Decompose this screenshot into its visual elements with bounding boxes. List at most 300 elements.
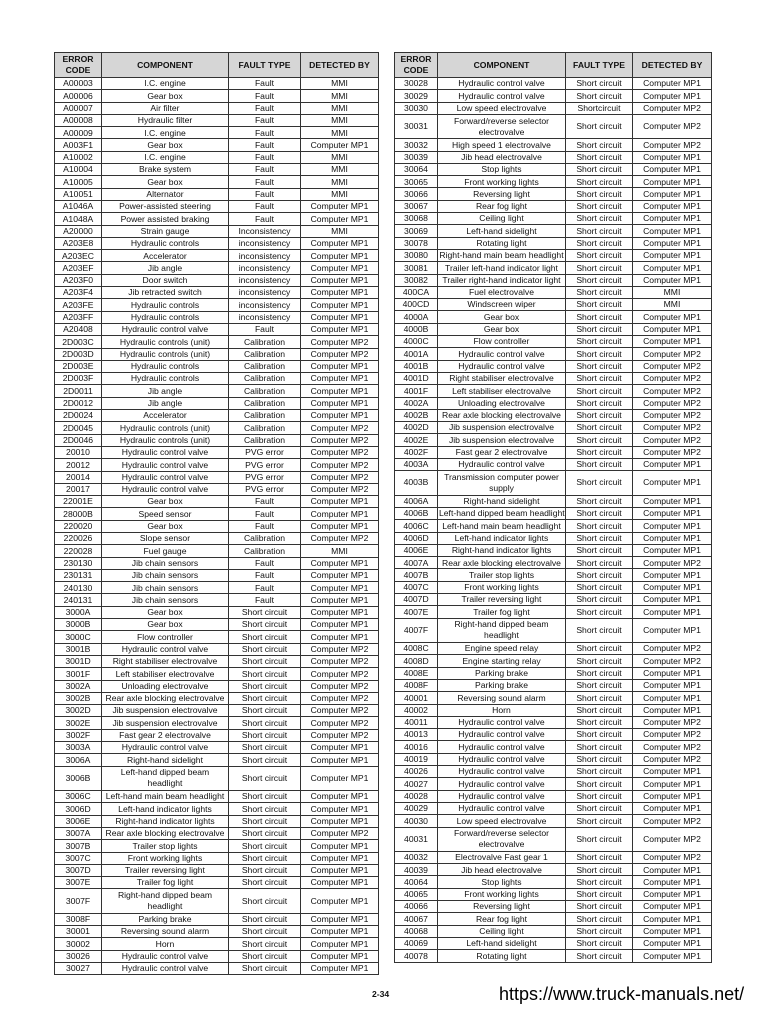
error-code-cell: 400CA (395, 286, 438, 298)
table-row (55, 913, 379, 925)
error-code-cell: 2D0045 (55, 422, 102, 434)
table-row (55, 569, 379, 581)
detected-by-cell: Computer MP1 (301, 594, 379, 606)
component-cell: Jib suspension electrovalve (438, 434, 566, 446)
fault-type-cell: Short circuit (566, 888, 633, 900)
fault-type-cell: PVG error (229, 459, 301, 471)
fault-type-cell: Short circuit (229, 692, 301, 704)
table-row (55, 114, 379, 126)
component-cell: Gear box (438, 323, 566, 335)
detected-by-cell: Computer MP1 (301, 250, 379, 262)
fault-type-cell: Short circuit (566, 225, 633, 237)
error-code-cell: 30026 (55, 950, 102, 962)
table-row (395, 459, 712, 471)
fault-type-cell: Fault (229, 323, 301, 335)
error-code-cell: 40019 (395, 753, 438, 765)
detected-by-cell: Computer MP2 (301, 471, 379, 483)
component-cell: Hydraulic control valve (102, 446, 229, 458)
detected-by-cell: Computer MP2 (633, 827, 712, 851)
detected-by-cell: Computer MP2 (633, 360, 712, 372)
fault-type-cell: Short circuit (566, 286, 633, 298)
detected-by-cell: Computer MP1 (633, 704, 712, 716)
fault-type-cell: Short circuit (566, 851, 633, 863)
fault-type-cell: Fault (229, 90, 301, 102)
fault-type-cell: Short circuit (566, 163, 633, 175)
detected-by-cell: Computer MP1 (633, 802, 712, 814)
table-row (395, 741, 712, 753)
detected-by-cell: Computer MP2 (301, 422, 379, 434)
fault-type-cell: Short circuit (566, 151, 633, 163)
error-code-cell: 20014 (55, 471, 102, 483)
component-cell: Stop lights (438, 163, 566, 175)
table-row (395, 422, 712, 434)
component-cell: Fuel gauge (102, 545, 229, 557)
error-code-cell: 30027 (55, 962, 102, 974)
fault-type-cell: Short circuit (566, 594, 633, 606)
detected-by-cell: Computer MP2 (633, 446, 712, 458)
error-code-cell: 3006A (55, 754, 102, 766)
component-cell: Trailer left-hand indicator light (438, 262, 566, 274)
component-cell: Trailer fog light (102, 877, 229, 889)
fault-type-cell: Short circuit (229, 606, 301, 618)
fault-type-cell: Short circuit (566, 753, 633, 765)
table-row (55, 705, 379, 717)
table-row (55, 176, 379, 188)
component-cell: Hydraulic control valve (102, 459, 229, 471)
fault-type-cell: Short circuit (566, 802, 633, 814)
error-code-cell: 4000C (395, 336, 438, 348)
component-cell: Hydraulic controls (102, 299, 229, 311)
table-body-right (395, 78, 712, 963)
fault-type-cell: Calibration (229, 336, 301, 348)
error-code-cell: 40069 (395, 937, 438, 949)
error-code-cell: A003F1 (55, 139, 102, 151)
fault-type-cell: Short circuit (566, 667, 633, 679)
error-code-cell: 4003A (395, 459, 438, 471)
table-row (395, 372, 712, 384)
error-code-cell: 30030 (395, 102, 438, 114)
component-cell: Ceiling light (438, 925, 566, 937)
error-code-cell: 2D0012 (55, 397, 102, 409)
component-cell: Left-hand dipped beam headlight (102, 766, 229, 790)
error-code-cell: 4002F (395, 446, 438, 458)
error-code-cell: 30082 (395, 274, 438, 286)
error-code-cell: 30066 (395, 188, 438, 200)
fault-type-cell: Short circuit (229, 877, 301, 889)
component-cell: Gear box (102, 606, 229, 618)
component-cell: Hydraulic control valve (102, 323, 229, 335)
fault-type-cell: Fault (229, 569, 301, 581)
component-cell: Low speed electrovalve (438, 815, 566, 827)
table-row (55, 200, 379, 212)
error-code-cell: 40011 (395, 716, 438, 728)
fault-type-cell: Short circuit (566, 937, 633, 949)
table-row (55, 643, 379, 655)
error-code-cell: A203EF (55, 262, 102, 274)
component-cell: Hydraulic control valve (438, 778, 566, 790)
detected-by-cell: Computer MP2 (633, 409, 712, 421)
component-cell: High speed 1 electrovalve (438, 139, 566, 151)
detected-by-cell: Computer MP1 (301, 397, 379, 409)
component-cell: Jib angle (102, 262, 229, 274)
fault-type-cell: Short circuit (566, 876, 633, 888)
component-cell: Hydraulic control valve (102, 471, 229, 483)
fault-type-cell: Short circuit (566, 139, 633, 151)
detected-by-cell: Computer MP1 (301, 962, 379, 974)
detected-by-cell: Computer MP2 (633, 422, 712, 434)
component-cell: Jib chain sensors (102, 594, 229, 606)
table-row (395, 716, 712, 728)
table-row (395, 336, 712, 348)
detected-by-cell: Computer MP1 (301, 410, 379, 422)
detected-by-cell: Computer MP2 (301, 655, 379, 667)
component-cell: Left-hand sidelight (438, 937, 566, 949)
error-code-cell: 30065 (395, 176, 438, 188)
error-code-cell: 2D0046 (55, 434, 102, 446)
component-cell: Hydraulic control valve (438, 716, 566, 728)
component-cell: Hydraulic control valve (102, 643, 229, 655)
component-cell: Hydraulic controls (unit) (102, 434, 229, 446)
header-fault-type: FAULT TYPE (566, 53, 633, 78)
detected-by-cell: Computer MP2 (633, 557, 712, 569)
component-cell: Front working lights (438, 581, 566, 593)
table-row (55, 397, 379, 409)
detected-by-cell: Computer MP1 (301, 791, 379, 803)
component-cell: Front working lights (438, 888, 566, 900)
error-code-cell: 22001E (55, 496, 102, 508)
detected-by-cell: Computer MP2 (301, 434, 379, 446)
component-cell: Forward/reverse selector electrovalve (438, 827, 566, 851)
fault-type-cell: Short circuit (566, 643, 633, 655)
component-cell: Hydraulic control valve (102, 483, 229, 495)
detected-by-cell: Computer MP2 (633, 716, 712, 728)
component-cell: Windscreen wiper (438, 299, 566, 311)
error-code-cell: A00009 (55, 127, 102, 139)
header-fault-type: FAULT TYPE (229, 53, 301, 78)
error-code-cell: 30031 (395, 114, 438, 138)
component-cell: Engine starting relay (438, 655, 566, 667)
fault-type-cell: Calibration (229, 373, 301, 385)
error-code-cell: 30002 (55, 938, 102, 950)
error-code-cell: 4008C (395, 643, 438, 655)
table-row (55, 926, 379, 938)
component-cell: Left-hand sidelight (438, 225, 566, 237)
error-code-cell: 230130 (55, 557, 102, 569)
table-row (55, 619, 379, 631)
error-code-cell: 4008D (395, 655, 438, 667)
detected-by-cell: Computer MP1 (301, 213, 379, 225)
table-row (55, 446, 379, 458)
component-cell: Rear axle blocking electrovalve (438, 409, 566, 421)
fault-type-cell: Fault (229, 78, 301, 90)
table-row (55, 962, 379, 974)
error-code-cell: 40001 (395, 692, 438, 704)
component-cell: Ceiling light (438, 213, 566, 225)
component-cell: Engine speed relay (438, 643, 566, 655)
component-cell: Alternator (102, 188, 229, 200)
table-row (395, 606, 712, 618)
error-code-cell: 3001F (55, 668, 102, 680)
table-row (395, 163, 712, 175)
error-code-cell: A203E8 (55, 237, 102, 249)
fault-type-cell: Short circuit (566, 262, 633, 274)
detected-by-cell: Computer MP1 (301, 139, 379, 151)
table-row (55, 164, 379, 176)
component-cell: Jib retracted switch (102, 287, 229, 299)
fault-type-cell: Short circuit (566, 299, 633, 311)
error-code-cell: 30068 (395, 213, 438, 225)
component-cell: Power assisted braking (102, 213, 229, 225)
component-cell: Reversing sound alarm (438, 692, 566, 704)
error-code-cell: 40031 (395, 827, 438, 851)
error-code-cell: 3006D (55, 803, 102, 815)
table-row (55, 311, 379, 323)
site-url-link[interactable]: https://www.truck-manuals.net/ (499, 984, 745, 1004)
detected-by-cell: Computer MP1 (633, 790, 712, 802)
error-code-cell: A203EC (55, 250, 102, 262)
header-error-code: ERROR CODE (395, 53, 438, 78)
error-code-cell: 3007B (55, 840, 102, 852)
fault-type-cell: Short circuit (566, 397, 633, 409)
table-row (395, 446, 712, 458)
table-row (395, 827, 712, 851)
fault-type-cell: Short circuit (566, 78, 633, 90)
component-cell: Jib head electrovalve (438, 864, 566, 876)
fault-type-cell: Short circuit (566, 655, 633, 667)
error-code-cell: 30039 (395, 151, 438, 163)
detected-by-cell: Computer MP1 (301, 742, 379, 754)
fault-type-cell: Short circuit (229, 631, 301, 643)
detected-by-cell: Computer MP1 (301, 631, 379, 643)
table-row (395, 753, 712, 765)
fault-type-cell: Short circuit (566, 213, 633, 225)
fault-type-cell: Short circuit (566, 815, 633, 827)
error-code-cell: A00006 (55, 90, 102, 102)
fault-type-cell: Short circuit (566, 176, 633, 188)
fault-type-cell: Short circuit (566, 422, 633, 434)
fault-type-cell: Short circuit (566, 766, 633, 778)
component-cell: Left-hand main beam headlight (102, 791, 229, 803)
table-row (55, 422, 379, 434)
detected-by-cell: Computer MP1 (301, 311, 379, 323)
table-row (395, 286, 712, 298)
table-row (55, 262, 379, 274)
detected-by-cell: Computer MP2 (301, 336, 379, 348)
component-cell: Hydraulic controls (102, 360, 229, 372)
detected-by-cell: Computer MP1 (301, 852, 379, 864)
fault-type-cell: Fault (229, 151, 301, 163)
detected-by-cell: Computer MP1 (301, 373, 379, 385)
fault-type-cell: Short circuit (566, 925, 633, 937)
detected-by-cell: Computer MP1 (301, 385, 379, 397)
fault-type-cell: Short circuit (566, 409, 633, 421)
component-cell: Hydraulic controls (unit) (102, 422, 229, 434)
error-code-cell: A203F0 (55, 274, 102, 286)
header-detected-by: DETECTED BY (633, 53, 712, 78)
error-code-cell: A10002 (55, 151, 102, 163)
detected-by-cell: Computer MP1 (301, 508, 379, 520)
table-row (395, 950, 712, 962)
table-row (395, 704, 712, 716)
fault-type-cell: Short circuit (566, 434, 633, 446)
error-code-cell: 40013 (395, 729, 438, 741)
component-cell: Horn (102, 938, 229, 950)
detected-by-cell: MMI (301, 225, 379, 237)
table-row (55, 766, 379, 790)
fault-type-cell: Short circuit (229, 717, 301, 729)
component-cell: Left-hand dipped beam headlight (439, 508, 565, 519)
detected-by-cell: MMI (301, 90, 379, 102)
table-row (55, 815, 379, 827)
header-error-code: ERROR CODE (55, 53, 102, 78)
detected-by-cell: Computer MP1 (633, 249, 712, 261)
table-row (55, 483, 379, 495)
header-component: COMPONENT (438, 53, 566, 78)
table-row (395, 151, 712, 163)
page-number: 2-34 (372, 989, 390, 999)
fault-type-cell: Short circuit (229, 791, 301, 803)
error-code-cell: 40030 (395, 815, 438, 827)
table-row (55, 287, 379, 299)
detected-by-cell: Computer MP1 (633, 532, 712, 544)
table-row (55, 90, 379, 102)
table-row (55, 594, 379, 606)
table-row (55, 459, 379, 471)
error-code-table-right (394, 52, 712, 963)
fault-type-cell: inconsistency (229, 299, 301, 311)
component-cell: Left-hand main beam headlight (438, 520, 566, 532)
fault-type-cell: Short circuit (566, 471, 633, 495)
error-code-cell: 20010 (55, 446, 102, 458)
detected-by-cell: MMI (301, 102, 379, 114)
fault-type-cell: Calibration (229, 410, 301, 422)
detected-by-cell: Computer MP1 (633, 876, 712, 888)
error-code-cell: 40028 (395, 790, 438, 802)
error-code-cell: 40039 (395, 864, 438, 876)
component-cell: Hydraulic control valve (438, 729, 566, 741)
detected-by-cell: Computer MP1 (633, 766, 712, 778)
table-row (55, 385, 379, 397)
table-row (395, 581, 712, 593)
detected-by-cell: Computer MP2 (301, 446, 379, 458)
detected-by-cell: Computer MP1 (633, 594, 712, 606)
error-code-cell: 4001D (395, 372, 438, 384)
detected-by-cell: Computer MP1 (633, 606, 712, 618)
fault-type-cell: Short circuit (229, 754, 301, 766)
fault-type-cell: Short circuit (566, 200, 633, 212)
detected-by-cell: Computer MP1 (633, 78, 712, 90)
component-cell: Right-hand indicator lights (102, 815, 229, 827)
fault-type-cell: Fault (229, 127, 301, 139)
detected-by-cell: Computer MP1 (301, 582, 379, 594)
error-code-cell: 40066 (395, 901, 438, 913)
fault-type-cell: Short circuit (566, 901, 633, 913)
detected-by-cell: Computer MP1 (633, 618, 712, 642)
error-code-cell: 4006D (395, 532, 438, 544)
component-cell: Jib angle (102, 385, 229, 397)
error-code-cell: 2D003C (55, 336, 102, 348)
table-row (395, 851, 712, 863)
fault-type-cell: Fault (229, 508, 301, 520)
fault-type-cell: Calibration (229, 397, 301, 409)
table-row (55, 852, 379, 864)
component-cell: Rear axle blocking electrovalve (438, 557, 566, 569)
error-code-cell: 4000A (395, 311, 438, 323)
fault-type-cell: Short circuit (566, 495, 633, 507)
detected-by-cell: MMI (633, 299, 712, 311)
component-cell: Hydraulic control valve (102, 962, 229, 974)
fault-type-cell: Inconsistency (229, 225, 301, 237)
detected-by-cell: Computer MP2 (633, 114, 712, 138)
component-cell: Horn (438, 704, 566, 716)
fault-type-cell: Short circuit (566, 114, 633, 138)
table-row (395, 237, 712, 249)
error-code-cell: 4001B (395, 360, 438, 372)
component-cell: Door switch (102, 274, 229, 286)
table-row (395, 323, 712, 335)
component-cell: Hydraulic control valve (102, 950, 229, 962)
fault-type-cell: Short circuit (566, 569, 633, 581)
error-code-cell: 30080 (395, 249, 438, 261)
component-cell: Rotating light (438, 950, 566, 962)
table-row (395, 102, 712, 114)
detected-by-cell: Computer MP1 (301, 557, 379, 569)
fault-type-cell: Short circuit (566, 950, 633, 962)
fault-type-cell: Short circuit (566, 864, 633, 876)
error-code-cell: 3003A (55, 742, 102, 754)
component-cell: Hydraulic control valve (438, 741, 566, 753)
component-cell: Gear box (102, 619, 229, 631)
table-row (55, 938, 379, 950)
table-row (395, 888, 712, 900)
error-code-cell: 3006B (55, 766, 102, 790)
fault-type-cell: Short circuit (566, 557, 633, 569)
detected-by-cell: Computer MP2 (301, 348, 379, 360)
detected-by-cell: Computer MP2 (301, 717, 379, 729)
component-cell: Front working lights (102, 852, 229, 864)
fault-type-cell: PVG error (229, 446, 301, 458)
detected-by-cell: Computer MP1 (633, 925, 712, 937)
fault-type-cell: Fault (229, 213, 301, 225)
error-code-cell: 3006E (55, 815, 102, 827)
fault-type-cell: Short circuit (229, 950, 301, 962)
fault-type-cell: Short circuit (566, 618, 633, 642)
error-code-cell: 30001 (55, 926, 102, 938)
detected-by-cell: Computer MP2 (633, 655, 712, 667)
table-row (395, 692, 712, 704)
detected-by-cell: Computer MP1 (633, 864, 712, 876)
fault-type-cell: Short circuit (566, 372, 633, 384)
fault-type-cell: Calibration (229, 360, 301, 372)
table-row (395, 557, 712, 569)
fault-type-cell: Calibration (229, 422, 301, 434)
fault-type-cell: Fault (229, 520, 301, 532)
error-code-cell: 3007E (55, 877, 102, 889)
component-cell: Reversing sound alarm (102, 926, 229, 938)
error-code-cell: 230131 (55, 569, 102, 581)
error-code-cell: 240131 (55, 594, 102, 606)
detected-by-cell: Computer MP1 (633, 581, 712, 593)
fault-type-cell: Short circuit (229, 827, 301, 839)
detected-by-cell: Computer MP1 (301, 299, 379, 311)
table-row (395, 790, 712, 802)
detected-by-cell: Computer MP1 (633, 679, 712, 691)
detected-by-cell: Computer MP2 (633, 729, 712, 741)
fault-type-cell: Short circuit (566, 778, 633, 790)
detected-by-cell: Computer MP1 (301, 754, 379, 766)
table-row (55, 877, 379, 889)
detected-by-cell: Computer MP1 (633, 471, 712, 495)
